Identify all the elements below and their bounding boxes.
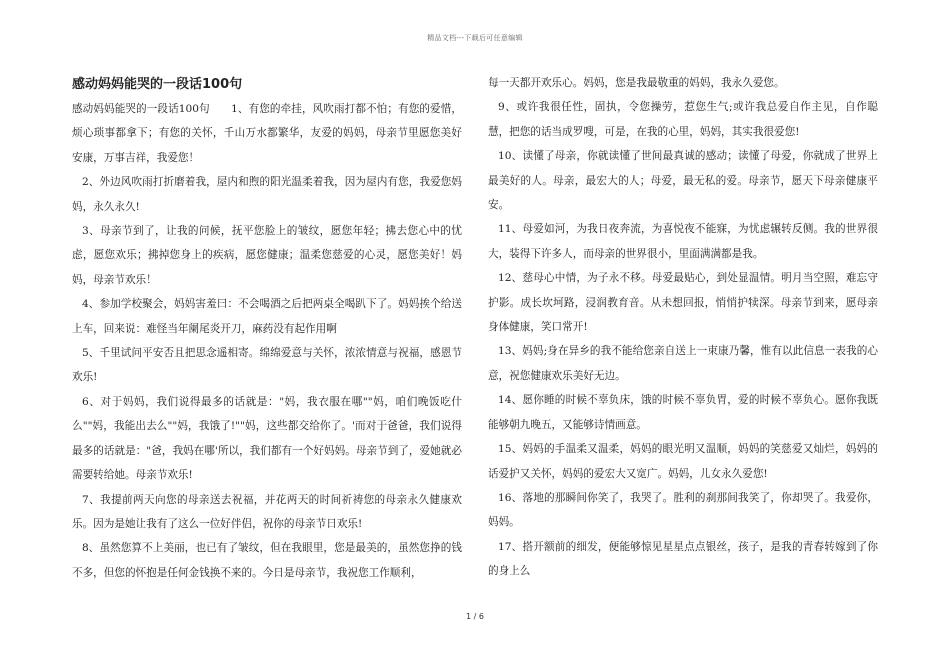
paragraph: 4、参加学校聚会，妈妈害羞曰：不会喝酒之后把两桌全喝趴下了。妈妈挨个给送上车，回来说：难怪当年阑尾炎开刀，麻药没有起作用啊 [72, 298, 462, 335]
page-title: 感动妈妈能哭的一段话100句 [72, 77, 243, 92]
paragraph: 感动妈妈能哭的一段话100句 1、有您的牵挂，风吹雨打都不怕；有您的爱惜，烦心琐事都拿下；有您的关怀，千山万水都繁华，友爱的妈妈，母亲节里愿您美好安康，万事吉祥，我爱您！ [72, 103, 462, 164]
paragraph: 10、读懂了母亲，你就读懂了世间最真诚的感动；读懂了母爱，你就成了世界上最美好的人。母亲，最宏大的人；母爱，最无私的爱。母亲节，愿天下母亲健康平安。 [488, 150, 878, 212]
paragraph: 3、母亲节到了，让我的问候，抚平您脸上的皱纹，愿您年轻；拂去您心中的忧虑，愿您欢乐；拂掉您身上的疾病，愿您健康；温柔您慈爱的心灵，愿您美好！妈妈，母亲节欢乐！ [72, 225, 462, 286]
paragraph: 17、搭开额前的细发，便能够惊见星星点点银丝，孩子，是我的青春转嫁到了你的身上么 [488, 540, 878, 578]
paragraph: 12、慈母心中情，为子永不移。母爱最贴心，到处显温情。明月当空照，难忘守护影。成长坎坷路，浸润教育音。从未想回报，悄悄护犊深。母亲节到来，愿母亲身体健康，笑口常开! [488, 272, 878, 334]
paragraph: 11、母爱如河，为我日夜奔流，为喜悦夜不能寐，为忧虑辗转反侧。我的世界很大，装得下许多人，而母亲的世界很小，里面满满都是我。 [488, 223, 878, 260]
paragraph: 2、外边风吹雨打折磨着我，屋内和煦的阳光温柔着我，因为屋内有您，我爱您妈妈，永久永久! [72, 176, 462, 213]
page-number: 1 / 6 [466, 612, 484, 621]
paragraph: 8、虽然您算不上美丽，也已有了皱纹，但在我眼里，您是最美的，虽然您挣的钱不多，但您的怀抱是任何金钱换不来的。今日是母亲节，我祝您工作顺利， [72, 542, 462, 579]
paragraph: 16、落地的那瞬间你笑了，我哭了。胜利的刹那间我笑了，你却哭了。我爱你，妈妈。 [488, 491, 878, 529]
paragraph: 7、我提前两天向您的母亲送去祝福，并花两天的时间祈祷您的母亲永久健康欢乐。因为是她让我有了这么一位好伴侣，祝你的母亲节日欢乐! [72, 493, 462, 530]
paragraph: 14、愿你睡的时候不辜负床，饿的时候不辜负胃，爱的时候不辜负心。愿你我既能够朝九晚五，又能够诗情画意。 [488, 394, 878, 431]
paragraph: 15、妈妈的手温柔又温柔，妈妈的眼光明又温顺，妈妈的笑慈爱又灿烂，妈妈的话爱护又关怀，妈妈的爱宏大又宽广。妈妈，儿女永久爱您! [488, 443, 878, 480]
paragraph: 6、对于妈妈，我们说得最多的话就是："妈，我衣服在哪""妈，咱们晚饭吃什么""妈，我能出去么""妈，我饿了!""妈，这些都交给你了。'而对于爸爸，我们说得最多的话就是："爸，我妈在哪'所以，我们都有一个好妈妈。母亲节到了，爱她就必需要转给她。母亲节欢乐! [72, 395, 462, 482]
right-column [488, 71, 878, 584]
page-header-note: 精品文档---下载后可任意编辑 [427, 34, 523, 42]
left-column [72, 97, 462, 585]
paragraph: 13、妈妈;身在异乡的我不能给您亲自送上一束康乃馨，惟有以此信息一表我的心意，祝您健康欢乐美好无边。 [488, 345, 878, 382]
paragraph: 5、千里试问平安否且把思念遥相寄。绵绵爱意与关怀，浓浓情意与祝福，感恩节欢乐! [72, 347, 462, 384]
paragraph: 每一天都开欢乐心。妈妈，您是我最敬重的妈妈，我永久爱您。 [488, 77, 785, 89]
paragraph: 9、或许我很任性，固执，令您操劳，惹您生气;或许我总爱自作主见，自作聪慧，把您的话当成罗嗖，可是，在我的心里，妈妈，其实我很爱您! [488, 101, 878, 138]
